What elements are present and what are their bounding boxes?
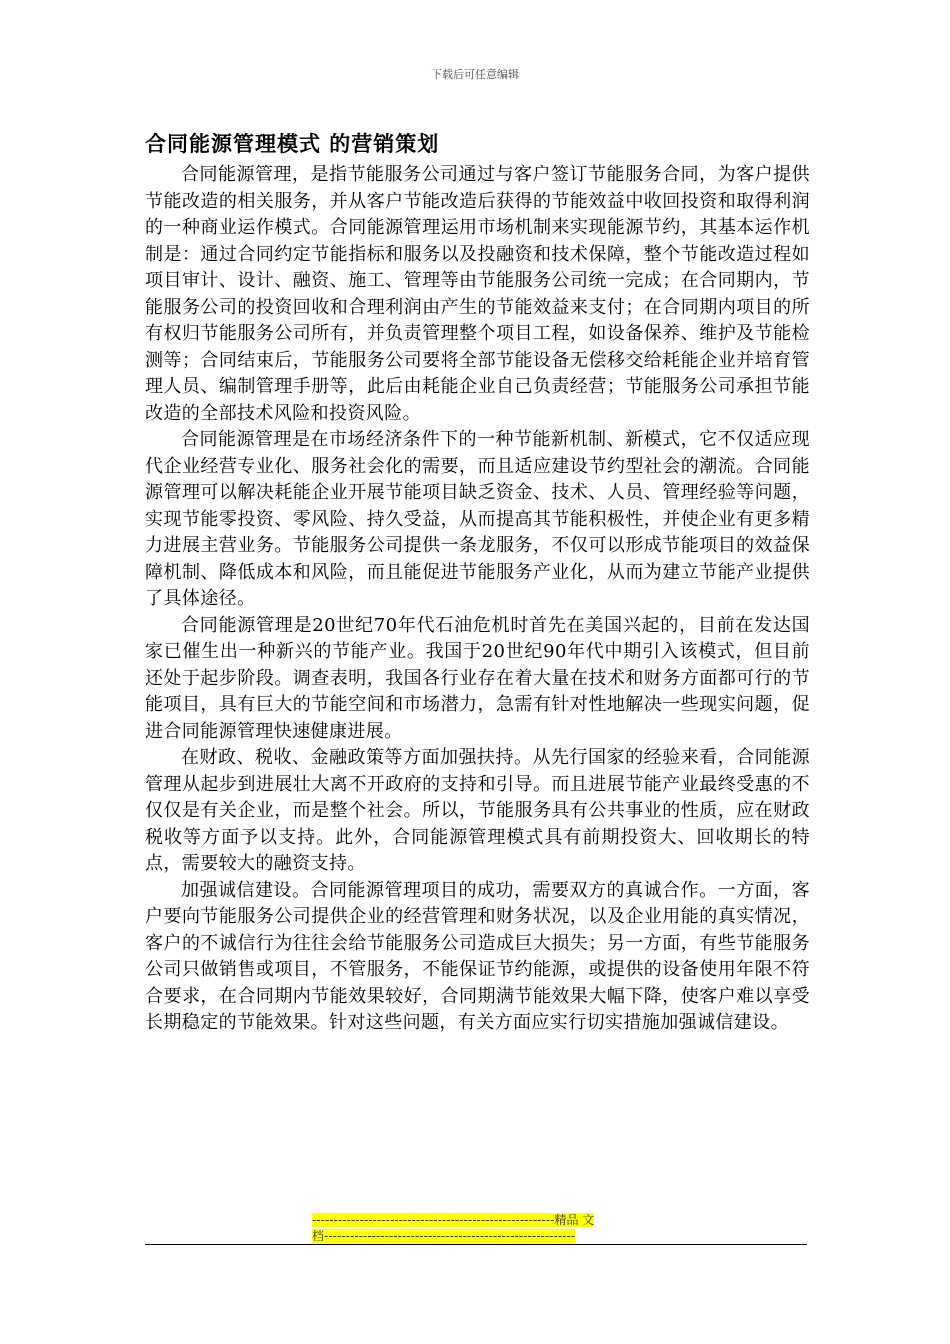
- paragraph: 合同能源管理是在市场经济条件下的一种节能新机制、新模式，它不仅适应现代企业经营专业化、服务社会化的需要，而且适应建设节约型社会的潮流。合同能源管理可以解决耗能企业开展节能项目缺乏资金、技术、人员、管理经验等问题，实现节能零投资、零风险、持久受益，从而提高其节能积极性，并使企业有更多精力进展主营业务。节能服务公司提供一条龙服务，不仅可以形成节能项目的效益保障机制、降低成本和风险，而且能促进节能服务产业化，从而为建立节能产业提供了具体途径。: [145, 429, 810, 609]
- header-note: 下载后可任意编辑: [431, 68, 519, 81]
- footer-dashes: ----------------------------------------------------------: [324, 1229, 576, 1243]
- paragraph: 合同能源管理是20世纪70年代石油危机时首先在美国兴起的，目前在发达国家已催生出一种新兴的节能产业。我国于20世纪90年代中期引入该模式，但目前还处于起步阶段。调查表明，我国各行业存在着大量在技术和财务方面都可行的节能项目，具有巨大的节能空间和市场潜力，急需有针对性地解决一些现实问题，促进合同能源管理快速健康进展。: [145, 614, 810, 742]
- footer-divider: [145, 1244, 807, 1245]
- footer-dashes: --------------------------------------------------------: [312, 1213, 555, 1227]
- paragraph: 在财政、税收、金融政策等方面加强扶持。从先行国家的经验来看，合同能源管理从起步到进展壮大离不开政府的支持和引导。而且进展节能产业最终受惠的不仅仅是有关企业，而是整个社会。所以，节能服务具有公共事业的性质，应在财政税收等方面予以支持。此外，合同能源管理模式具有前期投资大、回收期长的特点，需要较大的融资支持。: [145, 747, 810, 874]
- footer-line-1: [312, 1212, 647, 1228]
- footer-line-2: [312, 1228, 647, 1244]
- document-body: [145, 162, 810, 1037]
- document-title: 合同能源管理模式 的营销策划: [145, 132, 440, 156]
- footer-watermark: [312, 1212, 647, 1244]
- paragraph: 合同能源管理，是指节能服务公司通过与客户签订节能服务合同，为客户提供节能改造的相关服务，并从客户节能改造后获得的节能效益中收回投资和取得利润的一种商业运作模式。合同能源管理运用市场机制来实现能源节约，其基本运作机制是：通过合同约定节能指标和服务以及投融资和技术保障，整个节能改造过程如项目审计、设计、融资、施工、管理等由节能服务公司统一完成；在合同期内，节能服务公司的投资回收和合理利润由产生的节能效益来支付；在合同期内项目的所有权归节能服务公司所有，并负责管理整个项目工程，如设备保养、维护及节能检测等；合同结束后，节能服务公司要将全部节能设备无偿移交给耗能企业并培育管理人员、编制管理手册等，此后由耗能企业自己负责经营；节能服务公司承担节能改造的全部技术风险和投资风险。: [145, 164, 810, 424]
- footer-label: 档: [312, 1229, 325, 1243]
- footer-label: 精品 文: [554, 1213, 595, 1227]
- paragraph: 加强诚信建设。合同能源管理项目的成功，需要双方的真诚合作。一方面，客户要向节能服务公司提供企业的经营管理和财务状况，以及企业用能的真实情况，客户的不诚信行为往往会给节能服务公司造成巨大损失；另一方面，有些节能服务公司只做销售或项目，不管服务，不能保证节约能源，或提供的设备使用年限不符合要求，在合同期内节能效果较好，合同期满节能效果大幅下降，使客户难以享受长期稳定的节能效果。针对这些问题，有关方面应实行切实措施加强诚信建设。: [145, 879, 810, 1033]
